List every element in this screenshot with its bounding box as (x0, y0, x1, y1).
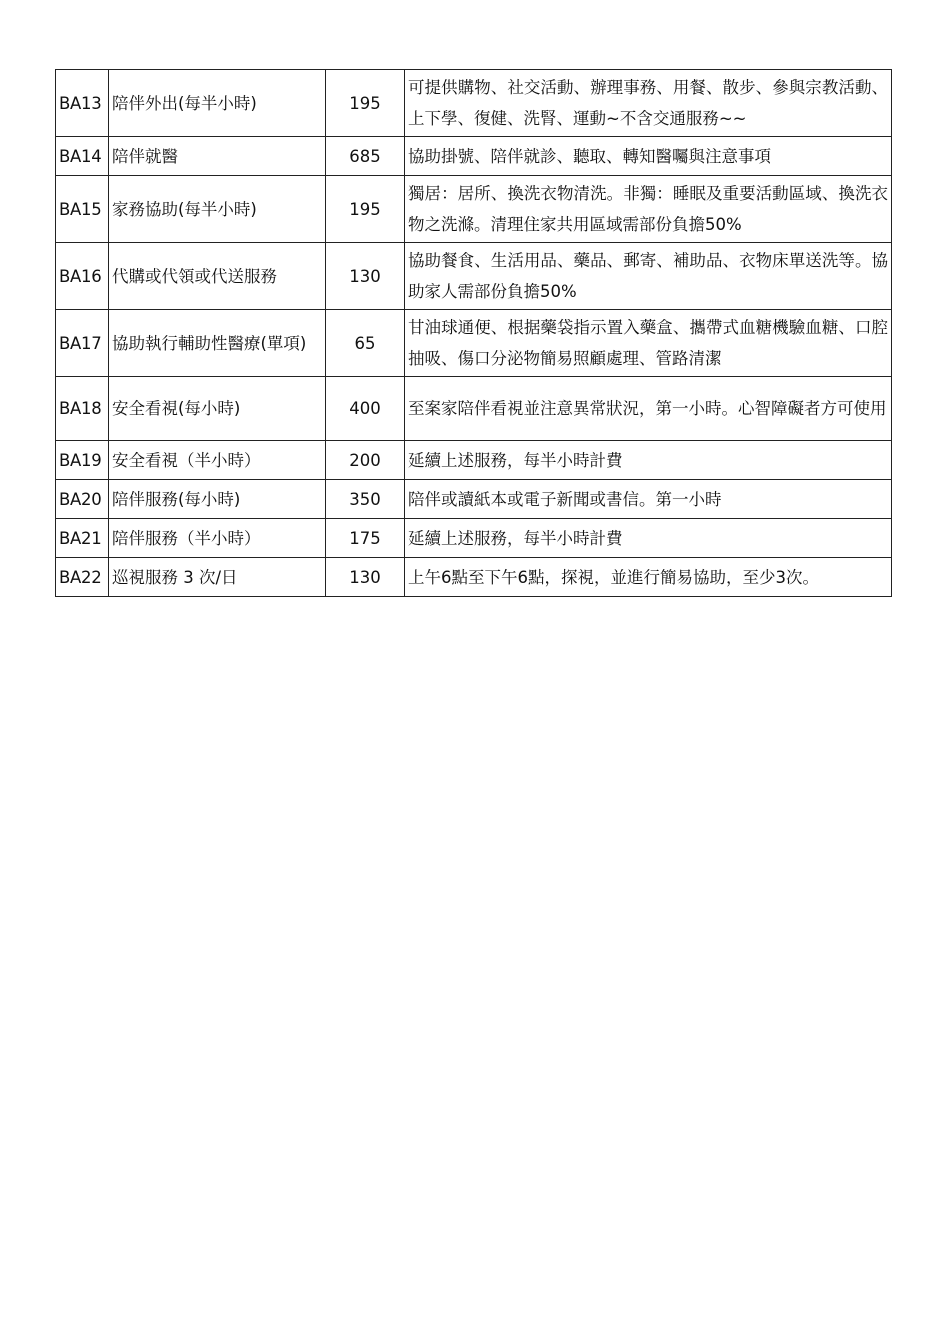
service-description: 陪伴或讀紙本或電子新聞或書信。第一小時 (405, 480, 892, 519)
service-code: BA15 (56, 176, 109, 243)
service-name: 陪伴服務(每小時) (109, 480, 326, 519)
service-price: 65 (326, 310, 405, 377)
service-name: 巡視服務 3 次/日 (109, 558, 326, 597)
service-description: 協助餐食、生活用品、藥品、郵寄、補助品、衣物床單送洗等。協助家人需部份負擔50% (405, 243, 892, 310)
service-name: 安全看視（半小時） (109, 441, 326, 480)
service-name: 家務協助(每半小時) (109, 176, 326, 243)
service-description: 至案家陪伴看視並注意異常狀況，第一小時。心智障礙者方可使用 (405, 377, 892, 441)
service-name: 陪伴服務（半小時） (109, 519, 326, 558)
service-description: 甘油球通便、根据藥袋指示置入藥盒、攜帶式血糖機驗血糖、口腔抽吸、傷口分泌物簡易照顧處理、管路清潔 (405, 310, 892, 377)
service-price: 195 (326, 70, 405, 137)
service-price: 175 (326, 519, 405, 558)
service-code: BA19 (56, 441, 109, 480)
table-row (56, 519, 892, 558)
table-row (56, 70, 892, 137)
table-row (56, 176, 892, 243)
service-name: 安全看視(每小時) (109, 377, 326, 441)
service-description: 延續上述服務，每半小時計費 (405, 519, 892, 558)
service-description: 上午6點至下午6點，探視，並進行簡易協助，至少3次。 (405, 558, 892, 597)
table-row (56, 137, 892, 176)
service-code: BA13 (56, 70, 109, 137)
service-name: 陪伴就醫 (109, 137, 326, 176)
service-name: 代購或代領或代送服務 (109, 243, 326, 310)
service-price: 685 (326, 137, 405, 176)
service-code: BA20 (56, 480, 109, 519)
service-description: 可提供購物、社交活動、辦理事務、用餐、散步、參與宗教活動、上下學、復健、洗腎、運動~不含交通服務~~ (405, 70, 892, 137)
table-row (56, 480, 892, 519)
service-description: 獨居：居所、換洗衣物清洗。非獨：睡眠及重要活動區域、換洗衣物之洗滌。清理住家共用區域需部份負擔50% (405, 176, 892, 243)
service-code: BA16 (56, 243, 109, 310)
service-price: 350 (326, 480, 405, 519)
service-price: 130 (326, 558, 405, 597)
table-row (56, 310, 892, 377)
service-price: 200 (326, 441, 405, 480)
table-row (56, 243, 892, 310)
service-fee-table (55, 69, 892, 597)
service-code: BA17 (56, 310, 109, 377)
table-row (56, 441, 892, 480)
service-code: BA21 (56, 519, 109, 558)
service-description: 協助掛號、陪伴就診、聽取、轉知醫囑與注意事項 (405, 137, 892, 176)
service-name: 陪伴外出(每半小時) (109, 70, 326, 137)
service-code: BA22 (56, 558, 109, 597)
service-price: 195 (326, 176, 405, 243)
table-row (56, 377, 892, 441)
service-name: 協助執行輔助性醫療(單項) (109, 310, 326, 377)
service-description: 延續上述服務，每半小時計費 (405, 441, 892, 480)
service-price: 130 (326, 243, 405, 310)
service-code: BA18 (56, 377, 109, 441)
service-price: 400 (326, 377, 405, 441)
table-row (56, 558, 892, 597)
service-code: BA14 (56, 137, 109, 176)
